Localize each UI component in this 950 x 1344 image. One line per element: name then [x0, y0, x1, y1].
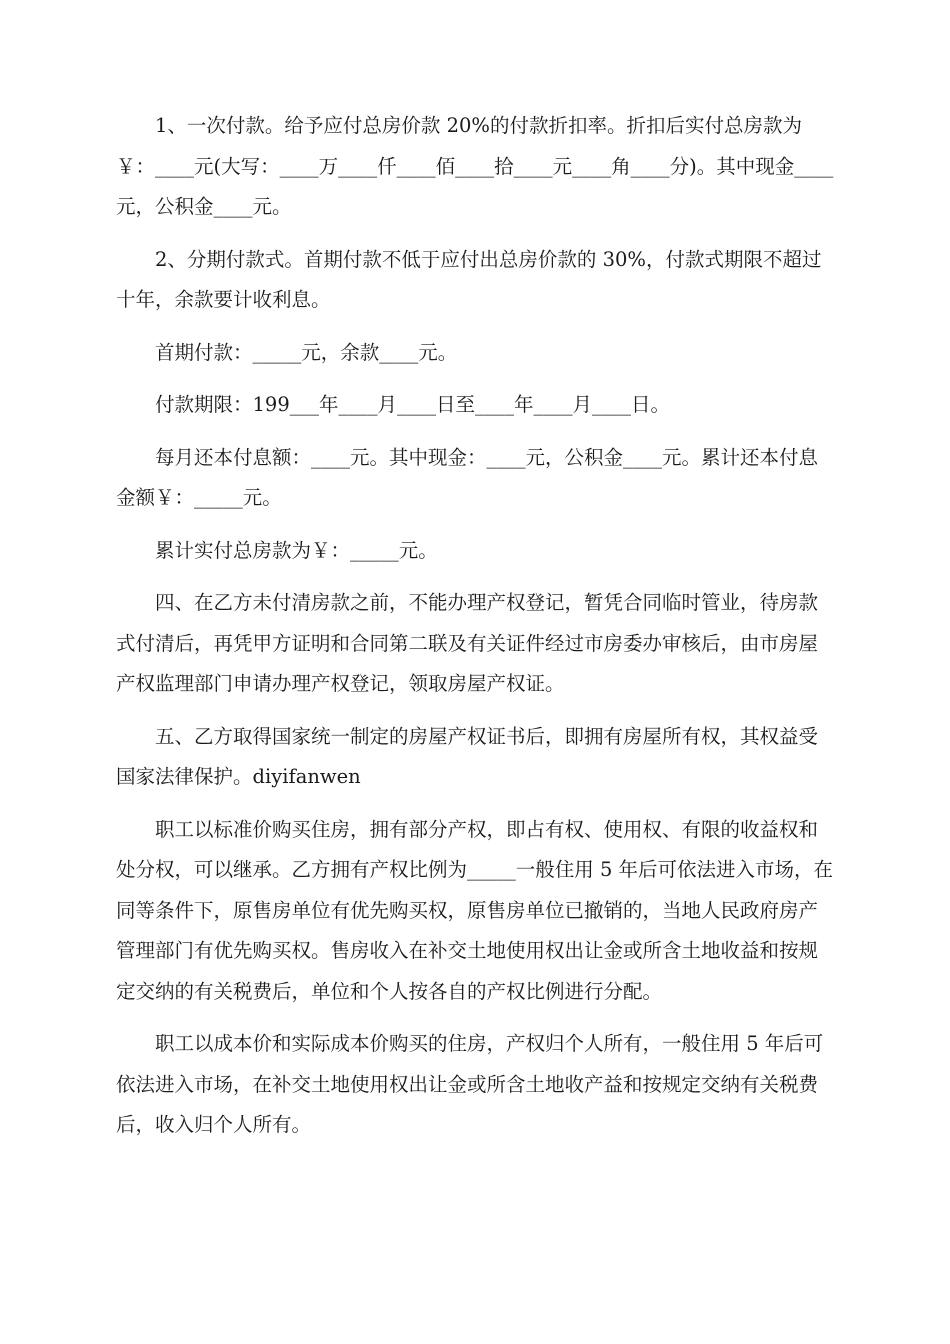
- paragraph-clause-four: 四、在乙方未付清房款之前，不能办理产权登记，暂凭合同临时管业，待房款式付清后，再凭甲方证明和合同第二联及有关证件经过市房委办审核后，由市房屋产权监理部门申请办理产权登记，领取房屋产权证。: [116, 591, 819, 695]
- paragraph-lump-sum-payment: 1、一次付款。给予应付总房价款 20%的付款折扣率。折扣后实付总房款为￥：____元(大写：____万____仟____佰____拾____元____角____分)。其中现金____元，公积金____元。: [116, 114, 834, 218]
- paragraph-payment-period: 付款期限：199___年____月____日至____年____月____日。: [155, 393, 670, 416]
- paragraph-clause-five: 五、乙方取得国家统一制定的房屋产权证书后，即拥有房屋所有权，其权益受国家法律保护。diyifanwen: [116, 724, 819, 788]
- paragraph-total-paid: 累计实付总房款为￥：_____元。: [155, 538, 438, 562]
- paragraph-cost-price: 职工以成本价和实际成本价购买的住房，产权归个人所有，一般住用 5 年后可依法进入市场，在补交土地使用权出让金或所含土地收产益和按规定交纳有关税费后，收入归个人所有。: [116, 1032, 824, 1136]
- document-body: [116, 106, 836, 1158]
- paragraph-down-payment: 首期付款：_____元，余款____元。: [155, 340, 458, 364]
- paragraph-installment-payment: 2、分期付款式。首期付款不低于应付出总房价款的 30%，付款式期限不超过十年，余款要计收利息。: [116, 247, 822, 311]
- paragraph-standard-price: 职工以标准价购买住房，拥有部分产权，即占有权、使用权、有限的收益权和处分权，可以继承。乙方拥有产权比例为_____一般住用 5 年后可依法进入市场，在同等条件下，原售房单位有优先购买权，原售房单位已撤销的，当地人民政府房产管理部门有优先购买权。售房收入在补交土地使用权出让金或所含土地收益和按规定交纳的有关税费后，单位和个人按各自的产权比例进行分配。: [116, 817, 834, 1003]
- paragraph-monthly-repayment: 每月还本付息额：____元。其中现金：____元，公积金____元。累计还本付息金额￥：_____元。: [116, 445, 819, 509]
